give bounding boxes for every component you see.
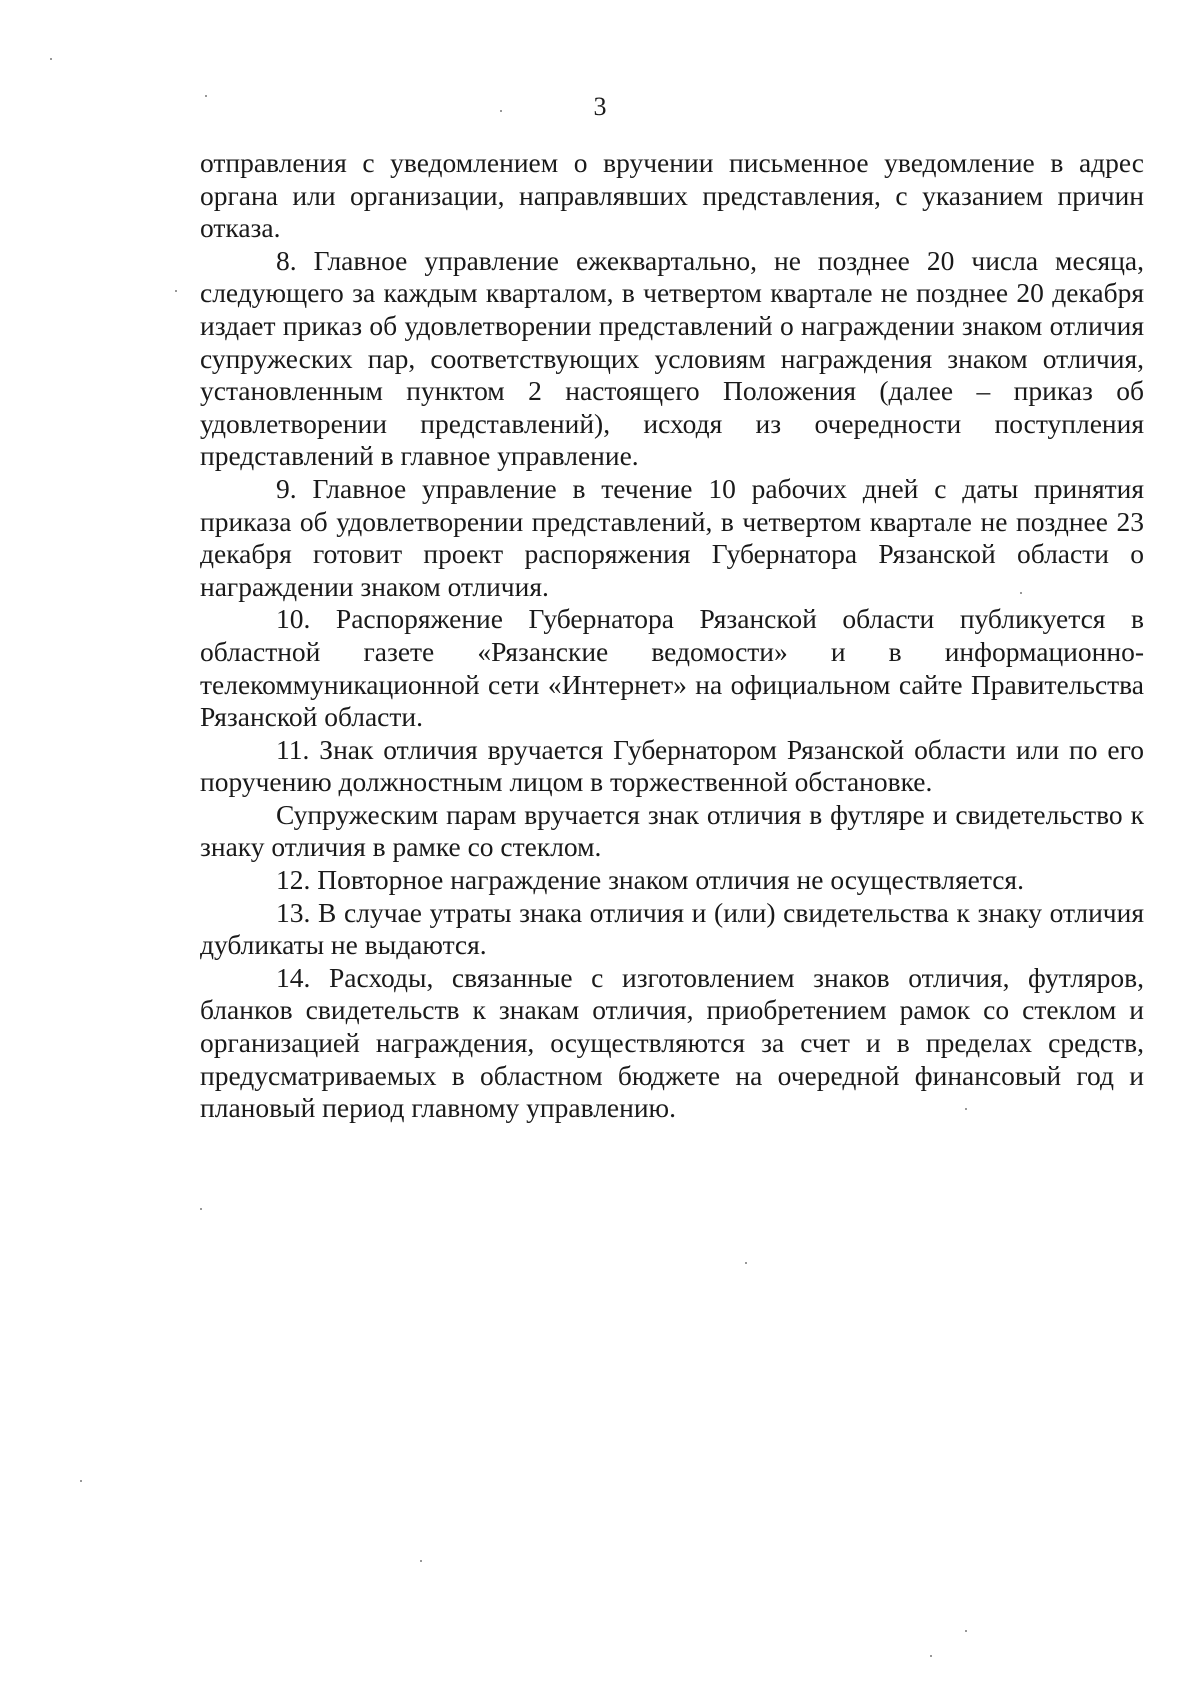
scan-speck (930, 1655, 932, 1657)
paragraph-item-12: 12. Повторное награждение знаком отличия не осуществляется. (276, 864, 1024, 896)
scan-speck (200, 1208, 202, 1210)
scan-speck (745, 1262, 747, 1264)
paragraph-item-9: 9. Главное управление в течение 10 рабочих дней с даты принятия приказа об удовлетворении представлений, в четвертом квартале не позднее 23 декабря готовит проект распоряжения Губернатора Рязанской области о награждении знаком отличия. (200, 472, 1144, 602)
scan-speck (80, 1480, 82, 1482)
scan-speck (1020, 592, 1022, 594)
scan-speck (965, 1630, 967, 1632)
paragraph-item-8: 8. Главное управление ежеквартально, не позднее 20 числа месяца, следующего за каждым кварталом, в четвертом квартале не позднее 20 декабря издает приказ об удовлетворении представлений о награждении знаком отличия супружеских пар, соответствующих условиям награждения знаком отличия, установленным пунктом 2 настоящего Положения (далее – приказ об удовлетворении представлений), исходя из очередности поступления представлений в главное управление. (200, 244, 1144, 472)
scan-speck (965, 1108, 967, 1110)
paragraph-continuation: отправления с уведомлением о вручении письменное уведомление в адрес органа или организации, направлявших представления, с указанием причин отказа. (200, 147, 1144, 244)
scan-speck (50, 58, 52, 60)
scan-speck (500, 110, 502, 112)
paragraph-item-11: 11. Знак отличия вручается Губернатором Рязанской области или по его поручению должностным лицом в торжественной обстановке. (200, 733, 1144, 798)
scan-speck (420, 1560, 422, 1562)
paragraph-item-10: 10. Распоряжение Губернатора Рязанской области публикуется в областной газете «Рязанские ведомости» и в информационно-телекоммуникационной сети «Интернет» на официальном сайте Правительства Рязанской области. (200, 603, 1144, 733)
page-number: 3 (593, 92, 607, 121)
paragraph-item-14: 14. Расходы, связанные с изготовлением знаков отличия, футляров, бланков свидетельств к знакам отличия, приобретением рамок со стеклом и организацией награждения, осуществляются за счет и в пределах средств, предусматриваемых в областном бюджете на очередной финансовый год и плановый период главному управлению. (200, 961, 1144, 1124)
paragraph-item-11-award-kit: Супружеским парам вручается знак отличия в футляре и свидетельство к знаку отличия в рамке со стеклом. (200, 798, 1144, 863)
scan-speck (175, 290, 177, 292)
document-body (200, 147, 1144, 1125)
scan-speck (205, 95, 207, 97)
paragraph-item-13: 13. В случае утраты знака отличия и (или) свидетельства к знаку отличия дубликаты не выдаются. (200, 896, 1144, 961)
